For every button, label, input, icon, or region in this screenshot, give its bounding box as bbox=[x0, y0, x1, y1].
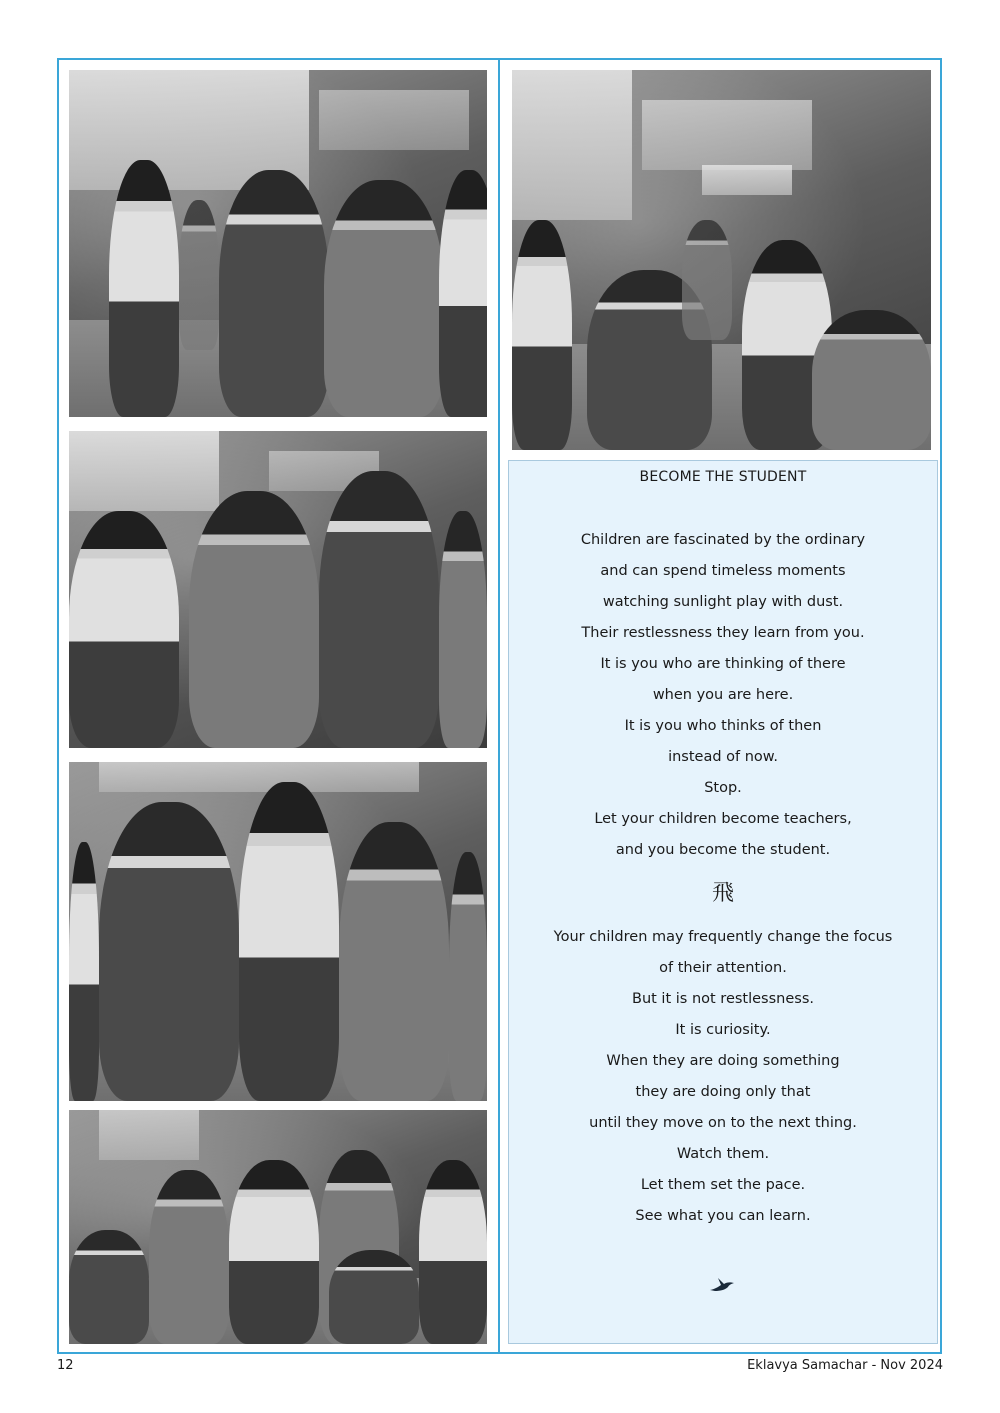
poem-line: and can spend timeless moments bbox=[600, 563, 846, 579]
poem-panel bbox=[508, 460, 938, 1344]
poem-line: Let them set the pace. bbox=[640, 1177, 806, 1193]
poem-line: It is curiosity. bbox=[675, 1022, 771, 1038]
photo-girls-closeup bbox=[69, 431, 487, 748]
publication-footer: Eklavya Samachar - Nov 2024 bbox=[747, 1358, 943, 1373]
poem-line: Watch them. bbox=[676, 1146, 770, 1162]
photo-children-dancing-stage bbox=[512, 70, 931, 450]
separator-glyph: 飛 bbox=[711, 881, 734, 906]
poem-line: instead of now. bbox=[668, 749, 778, 765]
page-number: 12 bbox=[57, 1358, 74, 1373]
poem-line: and you become the student. bbox=[615, 842, 831, 858]
column-divider bbox=[498, 58, 500, 1354]
photo-boys-kurta-dancing bbox=[69, 762, 487, 1101]
poem-line: Children are fascinated by the ordinary bbox=[580, 532, 866, 548]
poem-line: they are doing only that bbox=[635, 1084, 811, 1100]
poem-line: when you are here. bbox=[652, 687, 794, 703]
poem-line: Your children may frequently change the focus bbox=[553, 929, 893, 945]
poem-title: BECOME THE STUDENT bbox=[639, 469, 807, 485]
photo-crowd-dancing bbox=[69, 1110, 487, 1344]
poem-stanza-2 bbox=[509, 922, 937, 1232]
poem-line: of their attention. bbox=[659, 960, 787, 976]
poem-line: until they move on to the next thing. bbox=[589, 1115, 857, 1131]
poem-line: When they are doing something bbox=[606, 1053, 840, 1069]
poem-line: It is you who thinks of then bbox=[624, 718, 822, 734]
poem-line: Their restlessness they learn from you. bbox=[581, 625, 865, 641]
poem-line: watching sunlight play with dust. bbox=[602, 594, 844, 610]
poem-line: See what you can learn. bbox=[635, 1208, 811, 1224]
bird-icon bbox=[709, 1277, 735, 1295]
poem-stanza-1 bbox=[509, 525, 937, 866]
poem-line: It is you who are thinking of there bbox=[600, 656, 846, 672]
poem-line: Stop. bbox=[704, 780, 742, 796]
poem-line: Let your children become teachers, bbox=[594, 811, 852, 827]
poem-line: But it is not restlessness. bbox=[632, 991, 814, 1007]
photo-girls-dancing-hall bbox=[69, 70, 487, 417]
